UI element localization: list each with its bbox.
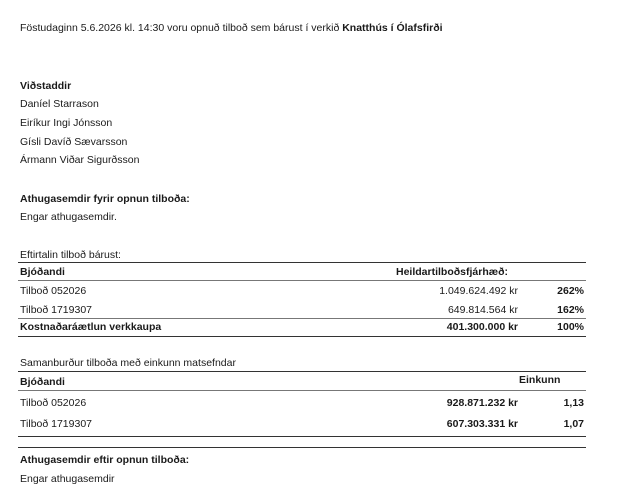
scores-header-score: Einkunn [519,374,561,386]
remarks-before-text: Engar athugasemdir. [20,211,117,223]
project-name: Knatthús í Ólafsfirði [342,22,443,34]
intro-line [20,22,443,34]
divider [18,336,586,337]
bid-row-percent: 262% [557,285,584,297]
scores-table-caption: Samanburður tilboða með einkunn matsefndar [20,357,236,369]
remarks-before-heading: Athugasemdir fyrir opnun tilboða: [20,193,190,205]
attendee-name: Eiríkur Ingi Jónsson [20,117,113,129]
attendees-heading: Viðstaddir [20,80,72,92]
remarks-after-heading: Athugasemdir eftir opnun tilboða: [20,454,190,466]
estimate-percent: 100% [557,321,584,333]
divider [18,436,586,437]
score-row-value: 1,07 [563,418,584,430]
score-row-amount: 607.303.331 kr [446,418,518,430]
bid-row-amount: 649.814.564 kr [447,304,518,316]
bids-header-amount: Heildartilboðsfjárhæð: [396,266,509,278]
divider [18,262,586,263]
divider [18,280,586,281]
bid-row-percent: 162% [557,304,584,316]
remarks-after-text: Engar athugasemdir [20,473,115,485]
bid-row-bidder: Tilboð 052026 [20,285,87,297]
scores-header-bidder: Bjóðandi [20,376,65,388]
score-row-value: 1,13 [563,397,584,409]
divider [18,318,586,319]
bids-header-bidder: Bjóðandi [20,266,65,278]
estimate-amount: 401.300.000 kr [446,321,518,333]
attendee-name: Ármann Viðar Sigurðsson [20,154,140,166]
attendee-name: Daníel Starrason [20,98,99,110]
divider [18,390,586,391]
bid-row-amount: 1.049.624.492 kr [439,285,518,297]
intro-text: Föstudaginn 5.6.2026 kl. 14:30 voru opnuð tilboð sem bárust í verkið [20,22,343,34]
score-row-bidder: Tilboð 052026 [20,397,87,409]
bid-row-bidder: Tilboð 1719307 [20,304,93,316]
estimate-label: Kostnaðaráætlun verkkaupa [20,321,162,333]
divider [18,371,586,372]
attendee-name: Gísli Davíð Sævarsson [20,136,128,148]
score-row-amount: 928.871.232 kr [446,397,518,409]
bids-table-caption: Eftirtalin tilboð bárust: [20,249,121,261]
score-row-bidder: Tilboð 1719307 [20,418,93,430]
divider [18,447,586,448]
